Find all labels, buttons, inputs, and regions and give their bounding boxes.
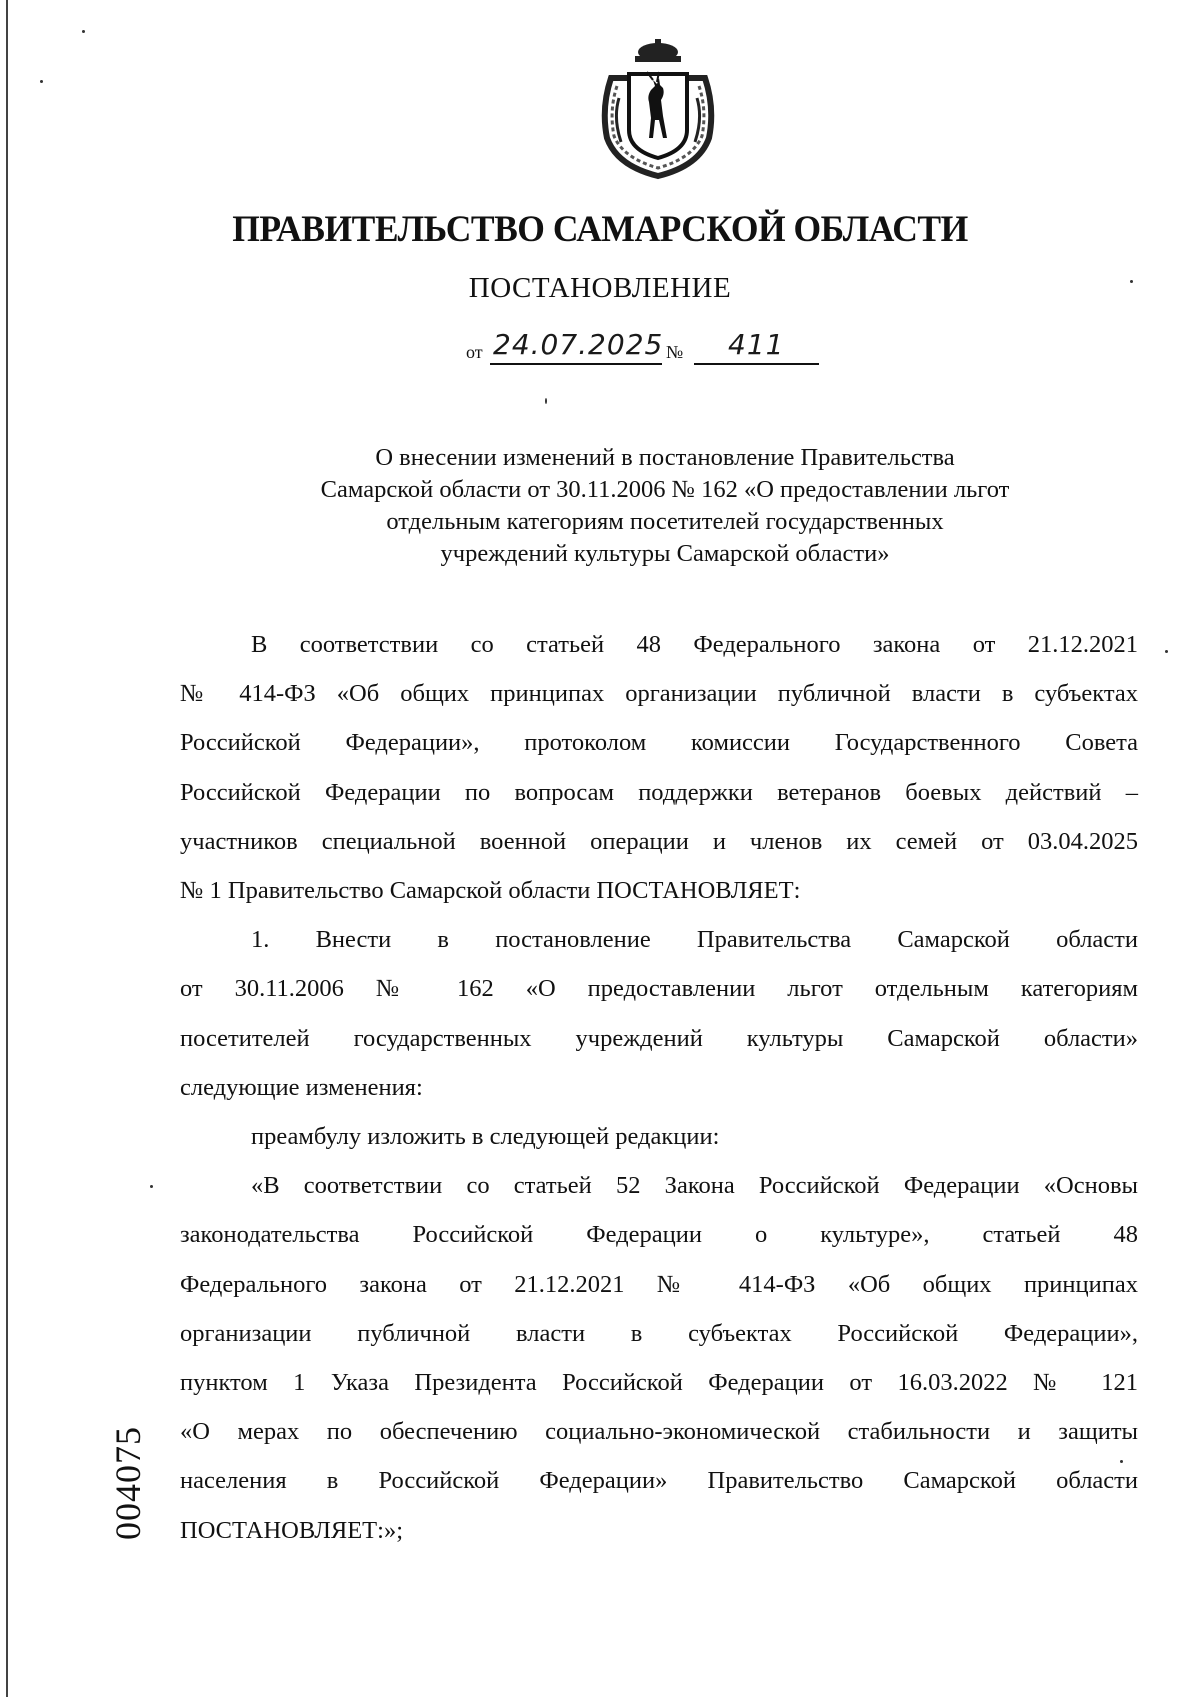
document-body [180, 620, 1138, 1555]
instruction-paragraph [180, 1112, 1138, 1161]
scan-speck [40, 80, 43, 83]
text-line: пунктом 1 Указа Президента Российской Федерации от 16.03.2022 № 121 [180, 1369, 1138, 1397]
preamble-paragraph [180, 620, 1138, 915]
handwritten-number: 411 [728, 328, 785, 361]
text-line: В соответствии со статьей 48 Федерального закона от 21.12.2021 [251, 631, 1138, 658]
subject-line: О внесении изменений в постановление Правительства [375, 444, 955, 471]
scan-speck [1165, 650, 1168, 653]
handwritten-date: 24.07.2025 [493, 328, 664, 361]
scan-speck [545, 398, 547, 404]
date-underline [490, 363, 662, 365]
text-line: участников специальной военной операции и членов их семей от 03.04.2025 [180, 827, 1138, 855]
margin-serial-number: 004075 [108, 1426, 148, 1540]
text-line: посетителей государственных учреждений культуры Самарской области» [180, 1024, 1138, 1052]
text-line: от 30.11.2006 № 162 «О предоставлении льгот отдельным категориям [180, 975, 1138, 1003]
text-line: организации публичной власти в субъектах Российской Федерации», [180, 1319, 1138, 1347]
text-line: Российской Федерации по вопросам поддержки ветеранов боевых действий – [180, 778, 1138, 806]
subject-line: отдельным категориям посетителей государственных [386, 508, 944, 535]
date-prefix: от [466, 342, 483, 362]
scan-speck [150, 1185, 153, 1188]
text-line: Федерального закона от 21.12.2021 № 414-ФЗ «Об общих принципах [180, 1270, 1138, 1298]
document-subject [230, 442, 1100, 570]
text-line: «В соответствии со статьей 52 Закона Российской Федерации «Основы [251, 1172, 1138, 1200]
text-line: 1. Внести в постановление Правительства Самарской области [251, 926, 1138, 954]
text-line: следующие изменения: [180, 1073, 423, 1101]
text-line: Российской Федерации», протоколом комиссии Государственного Совета [180, 729, 1138, 757]
scan-edge-line [6, 0, 8, 1697]
number-underline [694, 363, 819, 365]
text-line: преамбулу изложить в следующей редакции: [251, 1123, 720, 1151]
text-line: № 414-ФЗ «Об общих принципах организации публичной власти в субъектах [180, 680, 1138, 708]
document-type: ПОСТАНОВЛЕНИЕ [468, 272, 732, 304]
text-line: ПОСТАНОВЛЯЕТ:»; [180, 1516, 404, 1544]
text-line: № 1 Правительство Самарской области ПОСТАНОВЛЯЕТ: [180, 877, 801, 905]
scan-speck [82, 30, 85, 33]
organization-title: ПРАВИТЕЛЬСТВО САМАРСКОЙ ОБЛАСТИ [232, 209, 968, 250]
text-line: законодательства Российской Федерации о культуре», статьей 48 [180, 1221, 1138, 1249]
subject-line: Самарской области от 30.11.2006 № 162 «О предоставлении льгот [320, 476, 1010, 503]
samara-coat-of-arms-icon [597, 38, 719, 180]
text-line: «О мерах по обеспечению социально-экономической стабильности и защиты [180, 1418, 1138, 1446]
number-prefix: № [666, 342, 684, 362]
new-preamble-paragraph [180, 1161, 1138, 1555]
item-1-paragraph [180, 915, 1138, 1112]
text-line: населения в Российской Федерации» Правительство Самарской области [180, 1467, 1138, 1495]
subject-line: учреждений культуры Самарской области» [440, 540, 890, 567]
